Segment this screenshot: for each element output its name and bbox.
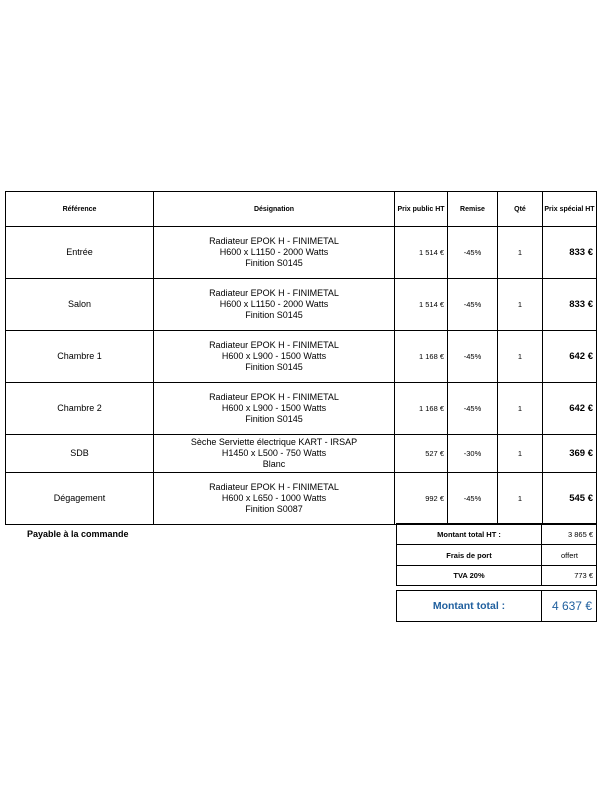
header-reference: Référence	[6, 192, 154, 227]
cell-prix-public: 527 €	[395, 435, 448, 473]
cell-prix-public: 992 €	[395, 473, 448, 525]
header-designation: Désignation	[154, 192, 395, 227]
cell-prix-public: 1 168 €	[395, 383, 448, 435]
cell-prix-public: 1 514 €	[395, 279, 448, 331]
total-ht-row	[397, 524, 597, 545]
cell-reference: Salon	[6, 279, 154, 331]
cell-reference: SDB	[6, 435, 154, 473]
cell-prix-special: 369 €	[543, 435, 597, 473]
cell-designation	[154, 227, 395, 279]
cell-prix-special: 833 €	[543, 279, 597, 331]
designation-line: Blanc	[262, 459, 286, 469]
payment-terms: Payable à la commande	[27, 529, 129, 539]
cell-remise: -45%	[448, 227, 498, 279]
designation-line: Finition S0145	[245, 414, 303, 424]
designation-line: Sèche Serviette électrique KART - IRSAP	[190, 437, 358, 447]
cell-qte: 1	[498, 435, 543, 473]
header-remise: Remise	[448, 192, 498, 227]
cell-reference: Entrée	[6, 227, 154, 279]
cell-reference: Dégagement	[6, 473, 154, 525]
designation-line: H600 x L1150 - 2000 Watts	[219, 299, 329, 309]
cell-prix-public: 1 514 €	[395, 227, 448, 279]
vat-value: 773 €	[542, 566, 597, 586]
cell-prix-special: 833 €	[543, 227, 597, 279]
table-row	[6, 473, 597, 525]
cell-prix-special: 545 €	[543, 473, 597, 525]
cell-designation	[154, 473, 395, 525]
cell-qte: 1	[498, 473, 543, 525]
cell-qte: 1	[498, 227, 543, 279]
cell-reference: Chambre 2	[6, 383, 154, 435]
cell-prix-special: 642 €	[543, 331, 597, 383]
designation-line: Radiateur EPOK H - FINIMETAL	[209, 340, 339, 350]
designation-line: H600 x L1150 - 2000 Watts	[219, 247, 329, 257]
cell-prix-public: 1 168 €	[395, 331, 448, 383]
cell-designation	[154, 331, 395, 383]
cell-remise: -45%	[448, 331, 498, 383]
cell-qte: 1	[498, 331, 543, 383]
vat-label: TVA 20%	[397, 566, 542, 586]
shipping-row	[397, 545, 597, 566]
table-row	[6, 279, 597, 331]
header-qte: Qté	[498, 192, 543, 227]
cell-designation	[154, 435, 395, 473]
cell-reference: Chambre 1	[6, 331, 154, 383]
header-prix-public: Prix public HT	[395, 192, 448, 227]
total-ht-label: Montant total HT :	[397, 524, 542, 545]
designation-line: Finition S0087	[245, 504, 303, 514]
grand-total-value: 4 637 €	[542, 591, 597, 622]
shipping-value: offert	[542, 545, 597, 566]
grand-total-label: Montant total :	[397, 591, 542, 622]
designation-line: Finition S0145	[245, 258, 303, 268]
grand-total-row	[397, 591, 597, 622]
designation-line: Radiateur EPOK H - FINIMETAL	[209, 392, 339, 402]
designation-line: Radiateur EPOK H - FINIMETAL	[209, 288, 339, 298]
designation-line: Finition S0145	[245, 310, 303, 320]
cell-designation	[154, 383, 395, 435]
totals-table	[396, 523, 597, 622]
table-header-row	[6, 192, 597, 227]
cell-designation	[154, 279, 395, 331]
cell-remise: -45%	[448, 383, 498, 435]
cell-qte: 1	[498, 383, 543, 435]
designation-line: Radiateur EPOK H - FINIMETAL	[209, 482, 339, 492]
cell-qte: 1	[498, 279, 543, 331]
cell-remise: -45%	[448, 473, 498, 525]
total-ht-value: 3 865 €	[542, 524, 597, 545]
cell-remise: -45%	[448, 279, 498, 331]
table-row	[6, 383, 597, 435]
table-row	[6, 331, 597, 383]
table-row	[6, 227, 597, 279]
designation-line: Finition S0145	[245, 362, 303, 372]
cell-prix-special: 642 €	[543, 383, 597, 435]
cell-remise: -30%	[448, 435, 498, 473]
quote-table	[5, 191, 597, 525]
designation-line: Radiateur EPOK H - FINIMETAL	[209, 236, 339, 246]
shipping-label: Frais de port	[397, 545, 542, 566]
designation-line: H600 x L650 - 1000 Watts	[221, 493, 327, 503]
header-prix-special: Prix spécial HT	[543, 192, 597, 227]
designation-line: H600 x L900 - 1500 Watts	[221, 351, 327, 361]
table-row	[6, 435, 597, 473]
vat-row	[397, 566, 597, 586]
designation-line: H1450 x L500 - 750 Watts	[221, 448, 327, 458]
designation-line: H600 x L900 - 1500 Watts	[221, 403, 327, 413]
